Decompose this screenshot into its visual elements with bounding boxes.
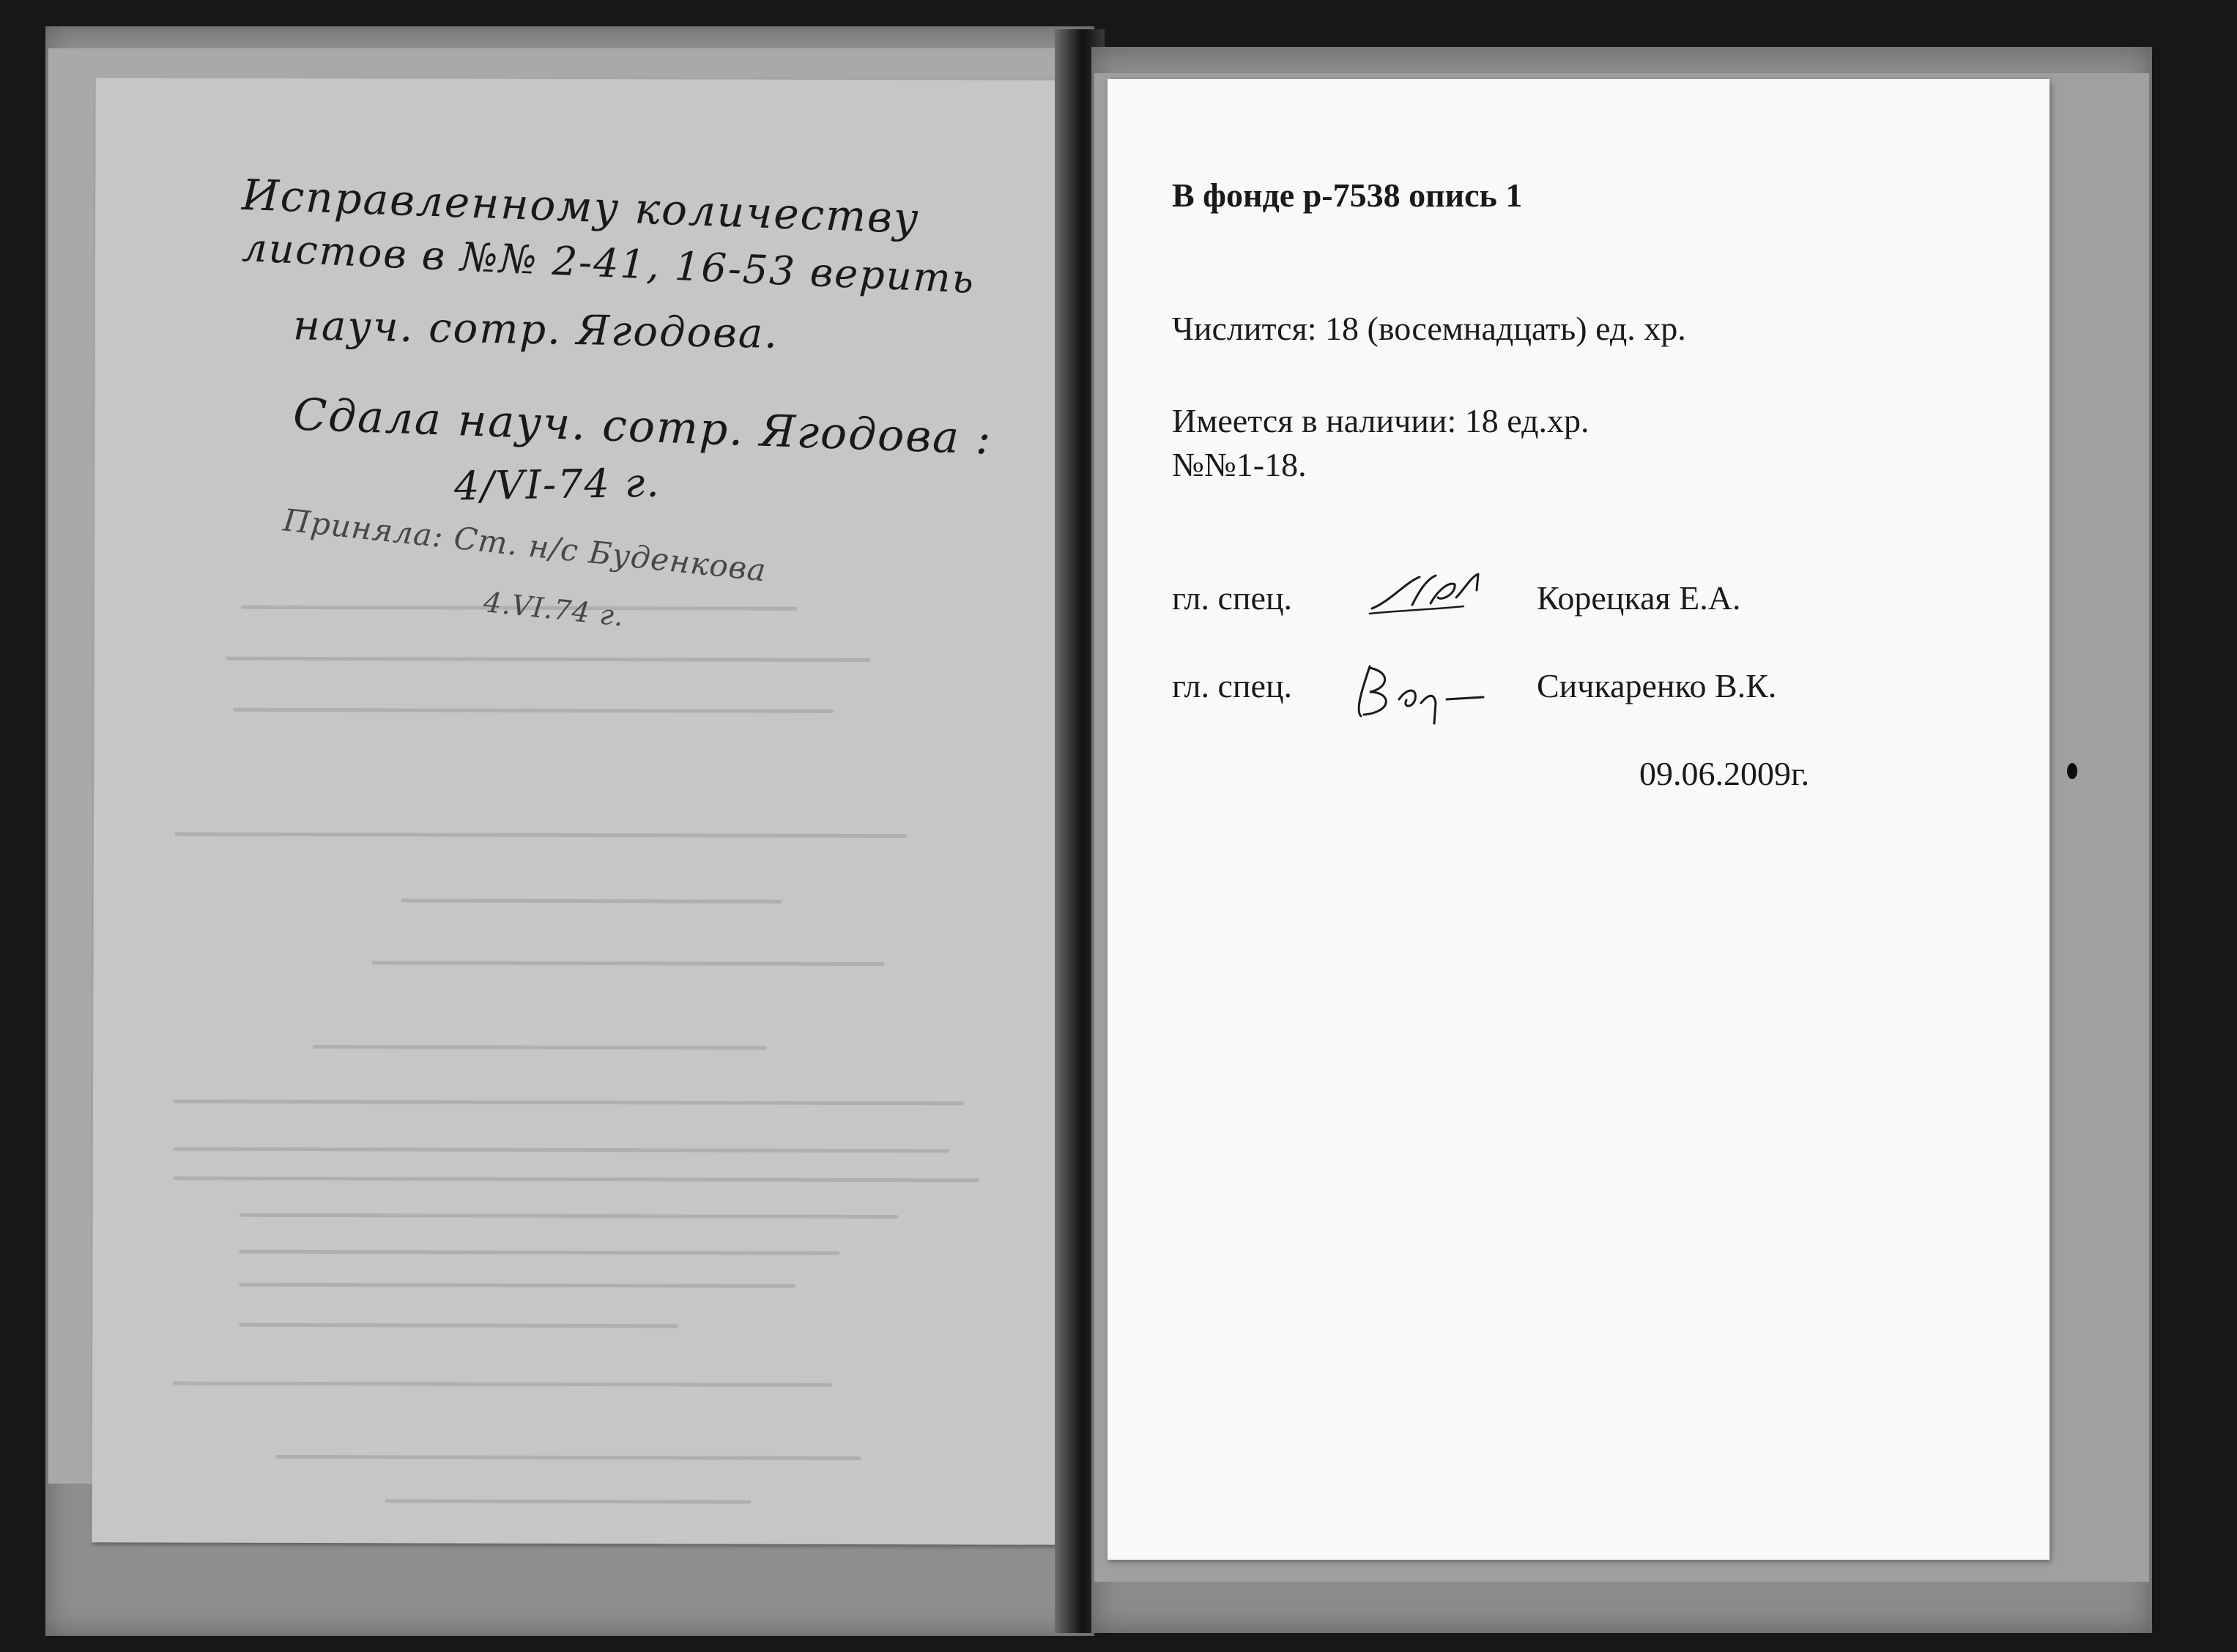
right-page bbox=[1108, 79, 2049, 1560]
show-through-line bbox=[401, 898, 782, 903]
numbers-line: №№1-18. bbox=[1172, 446, 1307, 483]
count-line: Числится: 18 (восемнадцать) ед. хр. bbox=[1172, 310, 1686, 347]
show-through-line bbox=[385, 1499, 752, 1503]
show-through-line bbox=[371, 961, 884, 966]
handwritten-note-line: Сдала науч. сотр. Ягодова : bbox=[292, 389, 993, 465]
show-through-line bbox=[240, 1213, 899, 1218]
signature-mark bbox=[1348, 659, 1487, 725]
pencil-note-line: Приняла: Ст. н/с Буденкова bbox=[281, 502, 768, 589]
show-through-line bbox=[233, 708, 834, 713]
handwritten-date: 4/VI-74 г. bbox=[453, 459, 661, 510]
document-date: 09.06.2009г. bbox=[1639, 755, 1810, 792]
show-through-line bbox=[174, 1177, 979, 1183]
handwritten-note-line: листов в №№ 2-41, 16-53 верить bbox=[241, 224, 976, 302]
show-through-line bbox=[226, 657, 871, 662]
signatory-name: Сичкаренко В.К. bbox=[1537, 667, 1777, 704]
signature-mark bbox=[1368, 568, 1493, 620]
ink-speck bbox=[2067, 763, 2077, 779]
show-through-line bbox=[313, 1045, 767, 1050]
show-through-line bbox=[174, 1147, 950, 1153]
handwritten-note-line: Исправленному количеству bbox=[241, 169, 921, 244]
show-through-line bbox=[239, 1250, 839, 1255]
show-through-line bbox=[174, 1100, 965, 1106]
available-line: Имеется в наличии: 18 ед.хр. bbox=[1172, 402, 1589, 439]
show-through-line bbox=[174, 833, 907, 838]
fund-heading: В фонде р-7538 опись 1 bbox=[1172, 176, 1523, 214]
show-through-line bbox=[239, 1323, 678, 1328]
signatory-position: гл. спец. bbox=[1172, 667, 1293, 704]
signatory-name: Корецкая Е.А. bbox=[1537, 579, 1741, 617]
show-through-line bbox=[173, 1382, 832, 1387]
pencil-note-date: 4.VI.74 г. bbox=[482, 586, 626, 633]
handwritten-note-line: науч. сотр. Ягодова. bbox=[292, 302, 779, 358]
show-through-line bbox=[275, 1455, 861, 1460]
signatory-position: гл. спец. bbox=[1172, 579, 1293, 617]
show-through-line bbox=[239, 1283, 795, 1288]
